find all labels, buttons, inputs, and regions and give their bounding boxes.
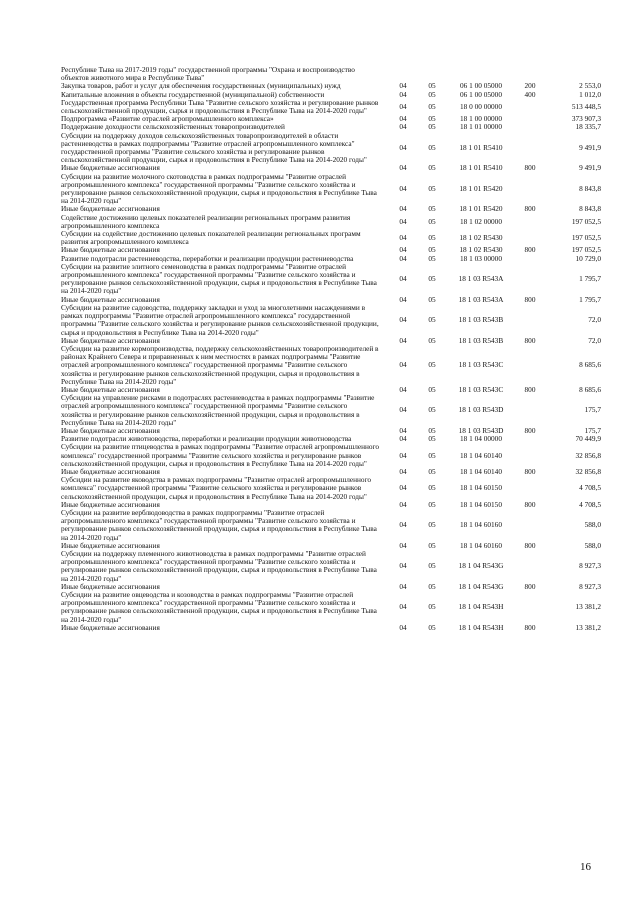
row-name-cell: Развитие подотрасли растениеводства, переработки и реализации продукции растениеводства [61,253,354,263]
row-sum-cell: 8 843,8 [579,204,601,214]
row-vr-cell [515,123,545,131]
row-sum-cell: 1 795,7 [579,274,601,284]
table-row [61,394,601,427]
row-cs-cell: 18 1 04 60150 [460,499,502,509]
row-vr-cell [515,115,545,123]
row-pr-cell: 05 [428,540,436,550]
row-pr-cell: 05 [428,163,436,173]
row-name-cell: Иные бюджетные ассигнования [61,163,160,173]
row-pr-cell: 05 [428,384,436,394]
row-cs-cell: 18 1 02 R5430 [459,233,503,243]
row-name-cell: Иные бюджетные ассигнования [61,425,160,435]
row-rz-cell: 04 [399,204,407,214]
row-sum-cell: 175,7 [584,425,601,435]
row-rz-cell: 04 [399,520,407,530]
row-rz-cell: 04 [399,274,407,284]
row-cs-cell: 18 1 03 R543B [458,315,504,325]
row-rz-cell [389,66,417,82]
row-name-cell: Иные бюджетные ассигнования [61,622,160,632]
table-row [61,550,601,583]
row-sum-cell: 588,0 [584,540,601,550]
row-pr-cell: 05 [428,122,436,132]
row-vr-cell: 800 [524,540,536,550]
row-vr-cell [515,550,545,583]
table-row [61,99,601,115]
row-sum-cell: 8 927,3 [579,581,601,591]
row-pr-cell: 05 [428,101,436,111]
row-pr-cell: 05 [428,89,436,99]
row-vr-cell: 800 [524,466,536,476]
row-pr-cell: 05 [428,434,436,444]
row-cs-cell: 18 1 02 00000 [460,216,502,226]
row-vr-cell: 800 [524,204,536,214]
row-sum-cell: 4 708,5 [579,499,601,509]
row-cs-cell: 18 1 04 60140 [460,450,502,460]
row-name-cell: Субсидии на развитие кормопроизводства, поддержку сельскохозяйственных товаропроизводителей в районах Крайнего Севера и приравненных к ним местностях в рамках подпрограммы "Развитие отраслей агропромышленного комплекса" государственной программы "Развитие сельского хозяйства и регулирование рынков сельскохозяйственной продукции, сырья и продовольствия в Республике Тыва на 2014-2020 годы" [61,343,379,386]
row-name-cell: Иные бюджетные ассигнования [61,294,160,304]
row-sum-cell: 175,7 [584,405,601,415]
row-name-cell: Государственная программа Республики Тыва "Развитие сельского хозяйства и регулирование рынков сельскохозяйственной продукции, сырья и продовольствия в Республике Тыва на 2014-2020 годы" [61,97,379,116]
table-row [61,132,601,165]
row-sum-cell: 197 052,5 [571,216,601,226]
row-pr-cell: 05 [428,335,436,345]
row-rz-cell: 04 [399,142,407,152]
row-name-cell: Иные бюджетные ассигнования [61,540,160,550]
row-sum-cell: 1 012,0 [579,89,601,99]
row-vr-cell [515,255,545,263]
row-vr-cell: 800 [524,245,536,255]
row-sum-cell: 72,0 [588,335,601,345]
row-sum-cell: 197 052,5 [571,233,601,243]
row-name-cell: Субсидии на развитие овцеводства и козоводства в рамках подпрограммы "Развитие отраслей агропромышленного комплекса" государственной программы "Развитие сельского хозяйства и регулирование рынков сельскохозяйственной продукции, сырья и продовольствия в Республике Тыва на 2014-2020 годы" [61,590,377,624]
row-cs-cell: 18 1 03 R543D [458,425,504,435]
row-pr-cell: 05 [428,499,436,509]
row-sum-cell: 72,0 [588,315,601,325]
row-rz-cell: 04 [399,425,407,435]
row-cs-cell: 18 1 01 R5420 [459,204,503,214]
row-name-cell: Капитальные вложения в объекты государственной (муниципальной) собственности [61,89,325,99]
row-cs-cell: 18 1 03 R543C [458,384,504,394]
row-rz-cell: 04 [399,89,407,99]
row-cs-cell: 18 1 00 00000 [460,114,502,124]
row-vr-cell: 800 [524,335,536,345]
row-pr-cell: 05 [428,81,436,91]
row-name-cell: Иные бюджетные ассигнования [61,466,160,476]
row-rz-cell: 04 [399,540,407,550]
budget-table [61,66,601,632]
table-row [61,476,601,501]
row-vr-cell [515,214,545,230]
row-cs-cell: 18 1 04 R543G [458,561,504,571]
row-rz-cell: 04 [399,315,407,325]
row-name-cell: Субсидии на развитие верблюдоводства в рамках подпрограммы "Развитие отраслей агропромышленного комплекса" государственной программы "Развитие сельского хозяйства и регулирование рынков сельскохозяйственной продукции, сырья и продовольствия в Республике Тыва на 2014-2020 годы" [61,507,377,542]
row-vr-cell [515,435,545,443]
row-rz-cell: 04 [399,335,407,345]
row-sum-cell [545,66,601,82]
row-sum-cell: 588,0 [584,520,601,530]
row-pr-cell: 05 [428,520,436,530]
row-name-cell: Иные бюджетные ассигнования [61,499,160,509]
row-name-cell: Закупка товаров, работ и услуг для обеспечения государственных (муниципальных) нужд [61,81,341,91]
row-rz-cell: 04 [399,405,407,415]
row-vr-cell: 800 [524,294,536,304]
row-name-cell: Субсидии на развитие элитного семеноводства в рамках подпрограммы "Развитие отраслей агропромышленного комплекса" государственной программы "Развитие сельского хозяйства и регулирование рынков сельскохозяйственной продукции, сырья и продовольствия в Республике Тыва на 2014-2020 годы" [61,261,377,296]
row-rz-cell: 04 [399,622,407,632]
row-vr-cell: 200 [524,81,536,91]
row-sum-cell: 8 685,6 [579,360,601,370]
row-sum-cell: 32 856,8 [575,450,601,460]
row-sum-cell: 513 448,5 [571,101,601,111]
row-pr-cell: 05 [428,315,436,325]
row-cs-cell: 18 1 03 R543A [458,274,504,284]
row-rz-cell: 04 [399,122,407,132]
table-row [61,509,601,542]
row-cs-cell: 18 1 04 00000 [460,434,502,444]
table-body [61,66,601,632]
row-name-cell: Субсидии на поддержку племенного животноводства в рамках подпрограммы "Развитие отраслей агропромышленного комплекса" государственной программы "Развитие сельского хозяйства и регулирование рынков сельскохозяйственной продукции, сырья и продовольствия в Республике Тыва на 2014-2020 годы" [61,548,377,583]
table-row [61,214,601,230]
row-pr-cell: 05 [428,466,436,476]
row-name-cell: Содействие достижению целевых показателей реализации региональных программ развития агропромышленного комплекса [61,212,351,230]
row-vr-cell [515,591,545,624]
table-row [61,304,601,337]
row-vr-cell: 800 [524,622,536,632]
row-pr-cell: 05 [428,245,436,255]
row-rz-cell: 04 [399,163,407,173]
row-vr-cell [515,509,545,542]
row-sum-cell: 8 685,6 [579,384,601,394]
row-cs-cell: 18 1 03 R543A [458,294,504,304]
row-pr-cell [417,66,447,82]
row-cs-cell: 06 1 00 05000 [460,81,502,91]
row-pr-cell: 05 [428,274,436,284]
table-row [61,66,601,82]
row-rz-cell: 04 [399,466,407,476]
row-name-cell: Субсидии на развитие садоводства, поддержку закладки и уход за многолетними насаждениями в рамках подпрограммы "Развитие отраслей агропромышленного комплекса" государственной программы "Развитие сельского хозяйства и регулирование рынков сельскохозяйственной продукции, сырья и продовольствия в Республике Тыва на 2014-2020 годы" [61,302,379,337]
row-vr-cell: 800 [524,425,536,435]
row-name-cell: Субсидии на управление рисками в подотраслях растениеводства в рамках подпрограммы "Развитие отраслей агропромышленного комплекса" государственной программы "Развитие сельского хозяйства и регулирование рынков сельскохозяйственной продукции, сырья и продовольствия в Республике Тыва на 2014-2020 годы" [61,393,375,427]
row-pr-cell: 05 [428,183,436,193]
row-pr-cell: 05 [428,450,436,460]
row-vr-cell [515,304,545,337]
row-sum-cell: 70 449,9 [575,434,601,444]
row-sum-cell: 18 335,7 [575,122,601,132]
row-cs-cell: 18 1 04 60150 [460,483,502,493]
row-rz-cell: 04 [399,561,407,571]
row-cs-cell: 18 1 04 R543H [458,602,504,612]
row-name-cell: Иные бюджетные ассигнования [61,204,160,214]
row-sum-cell: 1 795,7 [579,294,601,304]
row-pr-cell: 05 [428,483,436,493]
row-cs-cell [447,66,515,82]
row-vr-cell: 800 [524,499,536,509]
row-sum-cell: 9 491,9 [579,142,601,152]
row-sum-cell: 13 381,2 [575,602,601,612]
row-cs-cell: 18 1 01 R5420 [459,183,503,193]
row-sum-cell: 10 729,0 [575,253,601,263]
row-rz-cell: 04 [399,434,407,444]
row-name-cell: Субсидии на поддержку доходов сельскохозяйственных товаропроизводителей в области растениеводства в рамках подпрограммы "Развитие отраслей агропромышленного комплекса" государственной программы "Развитие сельского хозяйства и регулирование рынков сельскохозяйственной продукции, сырья и продовольствия в Республике Тыва на 2014-2020 годы" [61,130,367,165]
row-cs-cell: 18 1 04 60160 [460,540,502,550]
row-name-cell: Иные бюджетные ассигнования [61,245,160,255]
row-pr-cell: 05 [428,253,436,263]
row-sum-cell: 32 856,8 [575,466,601,476]
row-cs-cell: 06 1 00 05000 [460,89,502,99]
row-rz-cell: 04 [399,581,407,591]
row-pr-cell: 05 [428,622,436,632]
row-pr-cell: 05 [428,360,436,370]
row-pr-cell: 05 [428,561,436,571]
row-rz-cell: 04 [399,233,407,243]
row-pr-cell: 05 [428,142,436,152]
row-pr-cell: 05 [428,294,436,304]
row-pr-cell: 05 [428,114,436,124]
row-sum-cell: 8 927,3 [579,561,601,571]
row-sum-cell: 197 052,5 [571,245,601,255]
row-vr-cell [515,66,545,82]
row-rz-cell: 04 [399,499,407,509]
row-cs-cell: 18 1 02 R5430 [459,245,503,255]
row-name-cell: Иные бюджетные ассигнования [61,335,160,345]
row-vr-cell [515,173,545,206]
row-sum-cell: 13 381,2 [575,622,601,632]
row-rz-cell: 04 [399,360,407,370]
row-pr-cell: 05 [428,425,436,435]
row-vr-cell: 800 [524,581,536,591]
row-vr-cell [515,263,545,296]
row-name-cell: Субсидии на развитие яководства в рамках подпрограммы "Развитие отраслей агропромышленного комплекса" государственной программы "Развитие сельского хозяйства и регулирование рынков сельскохозяйственной продукции, сырья и продовольствия в Республике Тыва на 2014-2020 годы" [61,475,372,501]
table-row [61,173,601,206]
row-name-cell: Развитие подотрасли животноводства, переработки и реализации продукции животноводства [61,434,352,444]
row-name-cell: Поддержание доходности сельскохозяйственных товаропроизводителей [61,122,285,132]
row-cs-cell: 18 1 01 R5410 [459,142,503,152]
row-name-cell: Республике Тыва на 2017-2019 годы" государственной программы "Охрана и воспроизводство объектов животного мира в Республике Тыва" [61,65,355,83]
table-row [61,230,601,246]
row-cs-cell: 18 1 03 00000 [460,253,502,263]
row-vr-cell: 800 [524,384,536,394]
row-vr-cell [515,394,545,427]
row-name-cell: Подпрограмма «Развитие отраслей агропромышленного комплекса» [61,114,274,124]
row-pr-cell: 05 [428,602,436,612]
row-rz-cell: 04 [399,483,407,493]
row-pr-cell: 05 [428,233,436,243]
row-name-cell: Субсидии на развитие молочного скотоводства в рамках подпрограммы "Развитие отраслей агропромышленного комплекса" государственной программы "Развитие сельского хозяйства и регулирование рынков сельскохозяйственной продукции, сырья и продовольствия в Республике Тыва на 2014-2020 годы" [61,171,377,206]
table-row [61,591,601,624]
row-name-cell: Иные бюджетные ассигнования [61,581,160,591]
row-sum-cell: 9 491,9 [579,163,601,173]
row-rz-cell: 04 [399,450,407,460]
table-row [61,345,601,386]
table-row [61,263,601,296]
row-rz-cell: 04 [399,114,407,124]
page-number: 16 [580,861,591,873]
row-sum-cell: 373 907,3 [571,114,601,124]
row-vr-cell [515,230,545,246]
row-cs-cell: 18 1 01 R5410 [459,163,503,173]
table-row [61,443,601,468]
row-vr-cell [515,345,545,386]
row-cs-cell: 18 1 04 R543H [458,622,504,632]
row-rz-cell: 04 [399,216,407,226]
row-cs-cell: 18 1 03 R543D [458,405,504,415]
row-pr-cell: 05 [428,405,436,415]
row-rz-cell: 04 [399,253,407,263]
row-name-cell: Субсидии на содействие достижению целевых показателей реализации региональных программ развития агропромышленного комплекса [61,229,361,247]
row-rz-cell: 04 [399,101,407,111]
row-pr-cell: 05 [428,581,436,591]
row-rz-cell: 04 [399,384,407,394]
row-sum-cell: 8 843,8 [579,183,601,193]
table-row [61,624,601,632]
row-cs-cell: 18 1 04 R543G [458,581,504,591]
row-cs-cell: 18 1 04 60140 [460,466,502,476]
row-pr-cell: 05 [428,204,436,214]
row-vr-cell [515,132,545,165]
row-vr-cell: 800 [524,163,536,173]
row-cs-cell: 18 1 03 R543B [458,335,504,345]
row-cs-cell: 18 1 01 00000 [460,122,502,132]
row-name-cell: Иные бюджетные ассигнования [61,384,160,394]
row-pr-cell: 05 [428,216,436,226]
row-rz-cell: 04 [399,183,407,193]
row-vr-cell [515,476,545,501]
row-sum-cell: 2 553,0 [579,81,601,91]
row-rz-cell: 04 [399,245,407,255]
row-rz-cell: 04 [399,602,407,612]
row-cs-cell: 18 0 00 00000 [460,101,502,111]
row-vr-cell: 400 [524,89,536,99]
row-cs-cell: 18 1 04 60160 [460,520,502,530]
row-sum-cell: 4 708,5 [579,483,601,493]
row-rz-cell: 04 [399,294,407,304]
row-vr-cell [515,99,545,115]
row-cs-cell: 18 1 03 R543C [458,360,504,370]
row-rz-cell: 04 [399,81,407,91]
row-name-cell: Субсидии на развитие птицеводства в рамках подпрограммы "Развитие отраслей агропромышленного комплекса" государственной программы "Развитие сельского хозяйства и регулирование рынков сельскохозяйственной продукции, сырья и продовольствия в Республике Тыва на 2014-2020 годы" [61,442,379,468]
row-vr-cell [515,443,545,468]
